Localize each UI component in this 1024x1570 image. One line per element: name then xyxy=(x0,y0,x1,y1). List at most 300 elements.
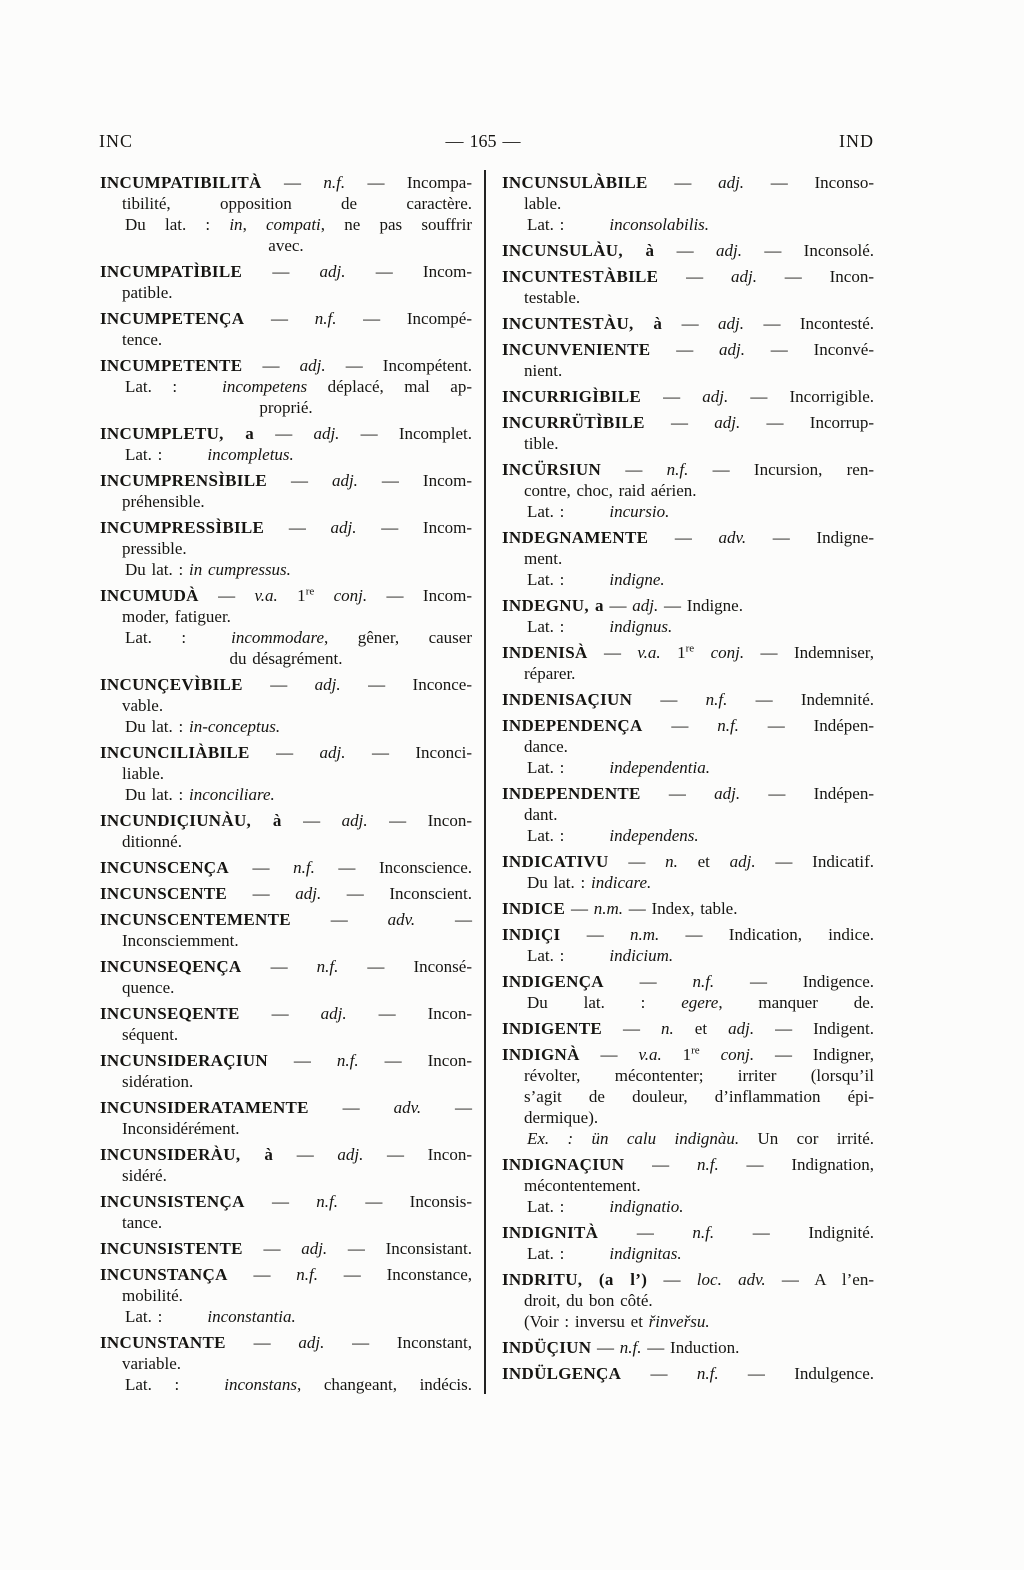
entry-line xyxy=(100,491,472,512)
text-run: — Incompé- xyxy=(336,309,473,328)
text-run: Lat. : xyxy=(527,502,565,521)
headword: INCURRÜTÌBILE xyxy=(502,413,645,432)
text-run: dermique). xyxy=(524,1108,599,1127)
text-run: du désagrément. xyxy=(229,649,343,668)
entry-line xyxy=(100,831,472,852)
entry-line xyxy=(100,1332,472,1353)
dictionary-entry xyxy=(502,1363,874,1384)
text-run: — Incon- xyxy=(367,811,473,830)
text-run: 1 xyxy=(277,586,306,605)
headword: INCUNSULÀBILE xyxy=(502,173,648,192)
entry-line xyxy=(100,1264,472,1285)
text-run: — Indignité. xyxy=(714,1223,874,1242)
entry-line xyxy=(502,1018,874,1039)
entry-line xyxy=(100,559,472,580)
italic-text: incompletus. xyxy=(207,445,294,464)
entry-line xyxy=(502,825,874,846)
italic-text: adj. xyxy=(341,811,368,830)
italic-text: adj. xyxy=(299,356,326,375)
text-run: — xyxy=(254,424,314,443)
text-run: , manquer de. xyxy=(718,993,874,1012)
text-run: — xyxy=(242,675,315,694)
text-run: Lat. : xyxy=(527,758,565,777)
headword: INCUNSCENÇA xyxy=(100,858,229,877)
text-run: Un cor irrité. xyxy=(739,1129,874,1148)
italic-text: Ex. : ün calu indignàu. xyxy=(527,1129,740,1148)
italic-text: adj. xyxy=(729,852,756,871)
text-run: — xyxy=(244,309,315,328)
entry-line xyxy=(100,695,472,716)
entry-line xyxy=(502,501,874,522)
entry-line xyxy=(100,585,472,606)
italic-text: indicare. xyxy=(591,873,652,892)
text-run: — Incom- xyxy=(356,518,473,537)
headword: INCUMPATÌBILE xyxy=(100,262,243,281)
italic-text: adj. xyxy=(337,1145,364,1164)
entry-line xyxy=(502,214,874,235)
dictionary-entry xyxy=(502,313,874,334)
text-run: dant. xyxy=(524,805,558,824)
text-run: — Inconso- xyxy=(744,173,875,192)
italic-text: v.a. xyxy=(254,586,278,605)
text-run: — Incontesté. xyxy=(744,314,875,333)
headword: INDIGNÀ xyxy=(502,1045,580,1064)
entry-line xyxy=(502,1044,874,1065)
text-run: Lat. : xyxy=(527,617,565,636)
text-run: — Inconsistant. xyxy=(327,1239,473,1258)
headword: INDEGNAMENTE xyxy=(502,528,649,547)
dictionary-entry xyxy=(100,1191,472,1233)
header-right-guide-word: IND xyxy=(839,131,874,151)
entry-line xyxy=(100,1191,472,1212)
entry-line xyxy=(502,715,874,736)
entry-line xyxy=(100,282,472,303)
headword: INDIÇI xyxy=(502,925,561,944)
text-run: — Indigne- xyxy=(746,528,874,547)
dictionary-entry xyxy=(100,810,472,852)
italic-text: adj. xyxy=(728,1019,755,1038)
italic-text: inconciliare. xyxy=(189,785,275,804)
text-run: avec. xyxy=(268,236,304,255)
entry-line xyxy=(100,1024,472,1045)
italic-text: adj. xyxy=(330,518,357,537)
italic-text: inconstans xyxy=(224,1375,297,1394)
text-run: variable. xyxy=(122,1354,181,1373)
text-run: — Incompa- xyxy=(345,173,473,192)
dictionary-entry xyxy=(502,851,874,893)
italic-text: adj. xyxy=(718,173,745,192)
text-run: — xyxy=(242,262,320,281)
entry-line xyxy=(502,360,874,381)
text-run: — xyxy=(244,1192,317,1211)
text-run: — Indépen- xyxy=(738,716,874,735)
text-run: — xyxy=(261,173,324,192)
text-run: , changeant, indécis. xyxy=(296,1375,472,1394)
italic-text: adj. xyxy=(319,743,346,762)
entry-line xyxy=(502,689,874,710)
dictionary-entry xyxy=(100,172,472,256)
headword: INCUNTESTÀBILE xyxy=(502,267,659,286)
dictionary-entry xyxy=(100,517,472,580)
entry-line xyxy=(100,1238,472,1259)
text-run: , ne pas souffrir xyxy=(320,215,473,234)
text-run: — xyxy=(624,1155,697,1174)
text-run: — Incorrigible. xyxy=(728,387,875,406)
italic-text: indigne. xyxy=(609,570,665,589)
text-run: Du lat. : xyxy=(125,215,230,234)
text-run: Inconsidérément. xyxy=(122,1119,240,1138)
entry-line xyxy=(100,1144,472,1165)
text-run: mécontentement. xyxy=(524,1176,641,1195)
text-run: Du lat. : xyxy=(125,785,189,804)
dictionary-entry xyxy=(100,1238,472,1259)
text-run: nient. xyxy=(524,361,563,380)
text-run: — xyxy=(266,471,332,490)
italic-text: conj. xyxy=(720,1045,755,1064)
italic-text: n.f. xyxy=(717,716,739,735)
headword: INCURRIGÌBILE xyxy=(502,387,641,406)
text-run: — xyxy=(658,267,731,286)
text-run: — Incursion, ren- xyxy=(688,460,875,479)
text-run: — Incom- xyxy=(357,471,472,490)
headword: INDIGNAÇIUN xyxy=(502,1155,625,1174)
italic-text: n.f. xyxy=(316,957,339,976)
entry-line xyxy=(100,674,472,695)
text-run: — xyxy=(603,596,633,615)
entry-line xyxy=(100,1374,472,1395)
entry-line xyxy=(502,1337,874,1358)
italic-text: in cumpressus. xyxy=(189,560,291,579)
entry-line xyxy=(502,266,874,287)
dictionary-entry xyxy=(100,1050,472,1092)
text-run: contre, choc, raid aérien. xyxy=(524,481,697,500)
headword: INCUNCILIÀBILE xyxy=(100,743,250,762)
dictionary-entry xyxy=(100,423,472,465)
italic-text: řinveřsu. xyxy=(648,1312,710,1331)
italic-text: n.f. xyxy=(296,1265,318,1284)
italic-text: v.a. xyxy=(637,643,661,662)
italic-text: adj. xyxy=(319,262,346,281)
italic-text: conj. xyxy=(333,586,368,605)
text-run: , gêner, causer xyxy=(324,628,472,647)
entry-line xyxy=(100,172,472,193)
entry-line xyxy=(100,627,472,648)
text-run: — Indigent. xyxy=(754,1019,875,1038)
text-run: — xyxy=(228,858,294,877)
dictionary-entry xyxy=(502,459,874,522)
dictionary-entry xyxy=(502,339,874,381)
text-run xyxy=(314,586,333,605)
italic-text: adv. xyxy=(718,528,747,547)
italic-text: n.f. xyxy=(316,1192,339,1211)
right-column xyxy=(502,172,874,1384)
text-run: — Indigne. xyxy=(658,596,743,615)
text-run: tance. xyxy=(122,1213,163,1232)
entry-line xyxy=(502,287,874,308)
dictionary-entry xyxy=(502,527,874,590)
italic-text: loc. adv. xyxy=(696,1270,766,1289)
entry-line xyxy=(100,1353,472,1374)
text-run: — xyxy=(608,852,666,871)
headword: INDIGNITÀ xyxy=(502,1223,599,1242)
italic-text: adj. xyxy=(314,675,341,694)
text-run: — xyxy=(602,1019,662,1038)
dictionary-entry xyxy=(100,1003,472,1045)
text-run: — xyxy=(642,716,718,735)
text-run: — xyxy=(650,340,720,359)
text-run: — Inconsolé. xyxy=(742,241,875,260)
text-run: vable. xyxy=(122,696,164,715)
text-run: — Indemniser, xyxy=(744,643,874,662)
headword: INCUNSTANÇA xyxy=(100,1265,228,1284)
italic-text: adj. xyxy=(718,314,745,333)
dictionary-entry xyxy=(502,642,874,684)
entry-line xyxy=(502,616,874,637)
entry-line xyxy=(502,480,874,501)
headword: INCUNSIDERÀU, à xyxy=(100,1145,274,1164)
text-run: — Index, table. xyxy=(622,899,738,918)
entry-line xyxy=(100,1285,472,1306)
text-run: — Incom- xyxy=(367,586,473,605)
entry-line xyxy=(502,339,874,360)
entry-line xyxy=(100,308,472,329)
entry-line xyxy=(100,329,472,350)
text-run: pressible. xyxy=(122,539,187,558)
text-run: Lat. : xyxy=(125,377,178,396)
text-run xyxy=(700,1045,721,1064)
column-divider-rule xyxy=(484,170,486,1394)
italic-text: incursio. xyxy=(609,502,670,521)
entry-line xyxy=(100,930,472,951)
dictionary-entry xyxy=(100,585,472,669)
text-run: — xyxy=(242,1239,302,1258)
headword: INDENISAÇIUN xyxy=(502,690,633,709)
entry-line xyxy=(502,1363,874,1384)
text-run: — Indication, indice. xyxy=(659,925,874,944)
headword: INCUMPATIBILITÀ xyxy=(100,173,262,192)
entry-line xyxy=(100,909,472,930)
text-run: — xyxy=(662,314,719,333)
entry-line xyxy=(502,193,874,214)
entry-line xyxy=(100,1165,472,1186)
italic-text: conj. xyxy=(710,643,745,662)
entry-line xyxy=(502,433,874,454)
entry-line xyxy=(502,1154,874,1175)
headword: INCUNVENIENTE xyxy=(502,340,651,359)
headword: INCUNSCENTEMENTE xyxy=(100,910,291,929)
entry-line xyxy=(502,736,874,757)
text-run: — xyxy=(225,1333,299,1352)
entry-line xyxy=(100,883,472,904)
italic-text: compati xyxy=(266,215,321,234)
entry-line xyxy=(502,1290,874,1311)
entry-line xyxy=(502,1196,874,1217)
entry-line xyxy=(100,810,472,831)
text-run: — xyxy=(273,1145,338,1164)
text-run: séquent. xyxy=(122,1025,179,1044)
text-run: réparer. xyxy=(524,664,576,683)
text-run: — Indépen- xyxy=(740,784,874,803)
italic-text: adj. xyxy=(632,596,659,615)
entry-line xyxy=(100,763,472,784)
headword: INDIGENÇA xyxy=(502,972,604,991)
italic-text: v.a. xyxy=(638,1045,662,1064)
italic-text: adj. xyxy=(313,424,340,443)
page-header xyxy=(0,131,1024,155)
entry-line xyxy=(100,376,472,397)
italic-text: in-conceptus. xyxy=(189,717,281,736)
text-run: — xyxy=(641,387,703,406)
italic-text: adj. xyxy=(331,471,358,490)
text-run: mobilité. xyxy=(122,1286,183,1305)
italic-text: adv. xyxy=(387,910,416,929)
italic-text: adj. xyxy=(702,387,729,406)
text-run: — xyxy=(415,910,473,929)
dictionary-entry xyxy=(502,971,874,1013)
text-run: , xyxy=(242,215,267,234)
text-run: — xyxy=(227,1265,297,1284)
italic-text: independens. xyxy=(609,826,699,845)
headword: INDENISÀ xyxy=(502,643,588,662)
italic-text: indicium. xyxy=(609,946,674,965)
headword: INCUMPRESSÌBILE xyxy=(100,518,265,537)
dictionary-entry xyxy=(502,689,874,710)
italic-text: n.f. xyxy=(323,173,346,192)
entry-line xyxy=(100,444,472,465)
text-run: Lat. : xyxy=(527,215,565,234)
entry-line xyxy=(502,971,874,992)
headword: INDICE xyxy=(502,899,566,918)
header-left-guide-word: INC xyxy=(99,131,133,151)
entry-line xyxy=(100,857,472,878)
text-run: — xyxy=(281,811,342,830)
text-run: Lat. : xyxy=(527,946,565,965)
text-run: Lat. : xyxy=(125,1375,180,1394)
superscript: re xyxy=(685,642,695,655)
entry-line xyxy=(502,783,874,804)
text-run: — xyxy=(598,1223,693,1242)
entry-line xyxy=(100,470,472,491)
text-run: droit, du bon côté. xyxy=(524,1291,653,1310)
italic-text: independentia. xyxy=(609,758,710,777)
text-run: quence. xyxy=(122,978,175,997)
dictionary-entry xyxy=(502,1044,874,1149)
dictionary-entry xyxy=(100,1264,472,1327)
text-run: Du lat. : xyxy=(125,560,189,579)
headword: INDIGENTE xyxy=(502,1019,603,1038)
entry-line xyxy=(100,355,472,376)
text-run: — xyxy=(267,1051,337,1070)
text-run: — xyxy=(198,586,255,605)
headword: INCUNSISTENÇA xyxy=(100,1192,245,1211)
text-run: — Indigence. xyxy=(714,972,874,991)
dictionary-entry xyxy=(100,674,472,737)
entry-line xyxy=(502,386,874,407)
headword: INCUNSTANTE xyxy=(100,1333,226,1352)
italic-text: incommodare xyxy=(231,628,324,647)
text-run: Lat. : xyxy=(125,445,163,464)
dictionary-entry xyxy=(502,595,874,637)
italic-text: n.f. xyxy=(666,460,689,479)
text-run: — xyxy=(621,1364,697,1383)
text-run: 1 xyxy=(661,1045,692,1064)
text-run: — Inconsis- xyxy=(338,1192,472,1211)
text-run: — xyxy=(601,460,667,479)
superscript: re xyxy=(305,585,315,598)
italic-text: adj. xyxy=(730,267,757,286)
entry-line xyxy=(100,1097,472,1118)
headword: INCÜRSIUN xyxy=(502,460,602,479)
text-run: — Inconce- xyxy=(340,675,472,694)
page-number: — 165 — xyxy=(445,131,521,151)
dictionary-entry xyxy=(100,355,472,418)
text-run: — xyxy=(249,743,320,762)
text-run: — Indemnité. xyxy=(727,690,874,709)
entry-line xyxy=(502,1243,874,1264)
text-run: Lat. : xyxy=(125,628,187,647)
entry-line xyxy=(502,898,874,919)
text-run: — xyxy=(603,972,693,991)
entry-line xyxy=(100,261,472,282)
dictionary-entry xyxy=(502,924,874,966)
text-run: Lat. : xyxy=(527,1197,565,1216)
text-run xyxy=(694,643,710,662)
text-run: — xyxy=(632,690,706,709)
headword: INDEPENDENTE xyxy=(502,784,641,803)
entry-line xyxy=(100,235,472,256)
entry-line xyxy=(502,548,874,569)
text-run: — Inconci- xyxy=(345,743,472,762)
italic-text: incompetens xyxy=(222,377,308,396)
entry-line xyxy=(100,977,472,998)
headword: INCUNSISTENTE xyxy=(100,1239,243,1258)
headword: INCUMUDÀ xyxy=(100,586,199,605)
dictionary-entry xyxy=(502,1018,874,1039)
dictionary-entry xyxy=(502,1337,874,1358)
text-run: — xyxy=(565,899,594,918)
text-run: — xyxy=(227,884,296,903)
italic-text: in xyxy=(229,215,243,234)
text-run: — xyxy=(587,643,638,662)
entry-line xyxy=(502,412,874,433)
text-run: déplacé, mal ap- xyxy=(307,377,472,396)
italic-text: indignitas. xyxy=(609,1244,682,1263)
text-run: tible. xyxy=(524,434,559,453)
italic-text: adj. xyxy=(714,413,741,432)
text-run: — Indignation, xyxy=(718,1155,874,1174)
entry-line xyxy=(502,1107,874,1128)
text-run: — xyxy=(239,1004,321,1023)
text-run: — Incon- xyxy=(756,267,875,286)
dictionary-entry xyxy=(502,240,874,261)
entry-line xyxy=(502,1065,874,1086)
italic-text: adj. xyxy=(301,1239,328,1258)
text-run: — Incomplet. xyxy=(339,424,472,443)
entry-line xyxy=(502,1222,874,1243)
text-run: s’agit de douleur, d’inflammation épi- xyxy=(524,1087,874,1106)
headword: INCUMPETENÇA xyxy=(100,309,245,328)
italic-text: n. xyxy=(661,1019,674,1038)
italic-text: n. xyxy=(665,852,678,871)
headword: INDICATIVU xyxy=(502,852,609,871)
italic-text: adj. xyxy=(716,241,742,260)
text-run: — xyxy=(264,518,331,537)
dictionary-entry xyxy=(502,266,874,308)
italic-text: adj. xyxy=(298,1333,325,1352)
entry-line xyxy=(100,193,472,214)
text-run: — Inconvé- xyxy=(745,340,874,359)
entry-line xyxy=(502,924,874,945)
